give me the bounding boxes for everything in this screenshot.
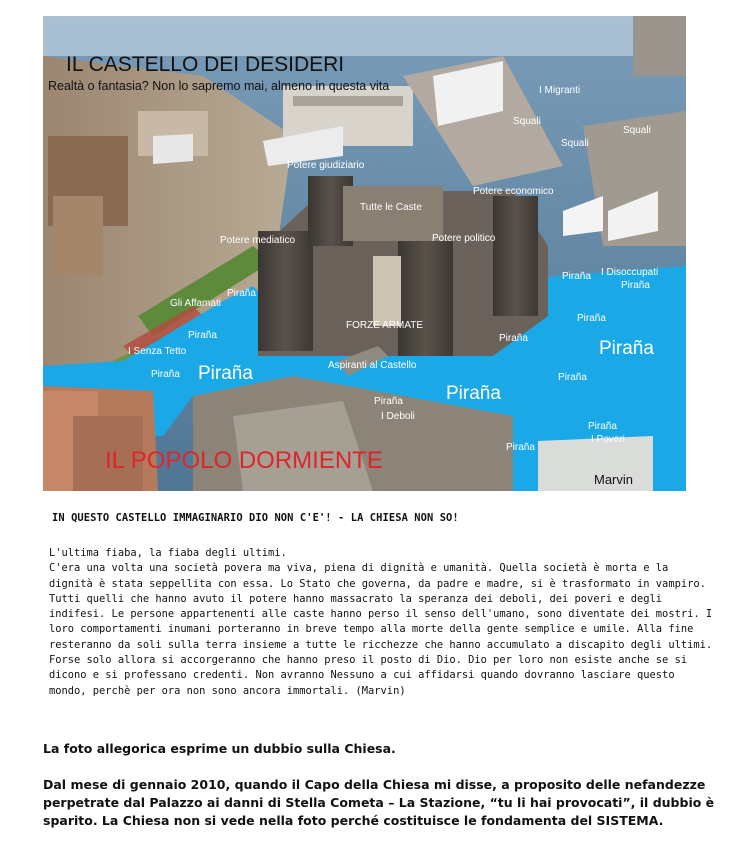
photo-title: IL CASTELLO DEI DESIDERI <box>66 53 345 76</box>
label-pirana: Piraña <box>188 330 217 341</box>
caption-line: Dal mese di gennaio 2010, quando il Capo della Chiesa mi disse, a proposito delle nefandezze <box>43 777 706 792</box>
label-affamati: Gli Affamati <box>170 298 221 309</box>
story-line: L'ultima fiaba, la fiaba degli ultimi. <box>49 547 287 559</box>
label-potere-mediatico: Potere mediatico <box>220 235 296 246</box>
caption-line: La foto allegorica esprime un dubbio sulla Chiesa. <box>43 741 396 756</box>
story-line: resteranno da soli sulla terra insieme a tutte le ricchezze che hanno accumulato a discapito degli ultimi. <box>49 638 713 651</box>
label-pirana: Piraña <box>499 333 528 344</box>
story-line: indifesi. Le persone appartenenti alle caste hanno perso il senso dell'umano, sono diventate dei mostri. I <box>49 608 713 621</box>
story-line: dignità è stata seppellita con essa. Lo Stato che governa, da padre e madre, si è trasformato in vampiro. <box>49 577 706 590</box>
story-line: Tutti quelli che hanno avuto il potere hanno massacrato la speranza dei deboli, dei poveri e degli <box>49 592 663 605</box>
story-line: loro comportamenti inumani porteranno in breve tempo alla morte della gente semplice e umile. Alla fine <box>49 623 694 636</box>
label-pirana-big: Piraña <box>446 383 501 404</box>
article-story <box>49 546 713 699</box>
photo-signature: Marvin <box>594 472 634 487</box>
label-disoccupati: I Disoccupati <box>601 267 659 278</box>
label-pirana: Piraña <box>151 369 180 380</box>
label-squali-1: Squali <box>513 116 541 127</box>
article <box>49 512 713 699</box>
allegorical-photo <box>43 16 686 491</box>
label-squali-2: Squali <box>623 125 651 136</box>
label-pirana-big: Piraña <box>198 363 253 384</box>
label-pirana: Piraña <box>374 396 403 407</box>
label-pirana-big: Piraña <box>599 338 654 359</box>
label-squali-3: Squali <box>561 138 589 149</box>
label-pirana: Piraña <box>506 442 535 453</box>
label-pirana: Piraña <box>558 372 587 383</box>
label-poveri: I Poveri <box>591 434 625 445</box>
label-migranti: I Migranti <box>539 85 581 96</box>
caption-line: sparito. La Chiesa non si vede nella foto perché costituisce le fondamenta del SISTEMA. <box>43 813 664 828</box>
label-potere-giudiziario: Potere giudiziario <box>287 160 365 171</box>
story-line: dicono e si professano credenti. Non avranno Nessuno a cui affidarsi quando dovranno lasciare questo <box>49 669 675 682</box>
label-senza-tetto: I Senza Tetto <box>128 346 187 357</box>
label-pirana: Piraña <box>562 271 591 282</box>
label-pirana: Piraña <box>621 280 650 291</box>
caption-line: perpetrate dal Palazzo ai danni di Stella Cometa – La Stazione, “tu li hai provocati”, il dubbio è <box>43 795 715 810</box>
label-pirana: Piraña <box>577 313 606 324</box>
story-line: C'era una volta una società povera ma viva, piena di dignità e umanità. Quella società è morta e la <box>49 562 669 575</box>
label-pirana: Piraña <box>588 421 617 432</box>
label-deboli: I Deboli <box>381 411 415 422</box>
story-line: mondo, perchè per ora non sono ancora immortali. (Marvin) <box>49 684 406 697</box>
label-potere-politico: Potere politico <box>432 233 496 244</box>
label-aspiranti: Aspiranti al Castello <box>328 360 417 371</box>
photo-bottom-title: IL POPOLO DORMIENTE <box>105 447 383 474</box>
article-heading: IN QUESTO CASTELLO IMMAGINARIO DIO NON C'E'! - LA CHIESA NON SO! <box>52 512 459 524</box>
label-pirana: Piraña <box>227 288 256 299</box>
label-potere-economico: Potere economico <box>473 186 554 197</box>
photo-subtitle: Realtà o fantasia? Non lo sapremo mai, almeno in questa vita <box>48 79 390 93</box>
label-forze-armate: FORZE ARMATE <box>346 320 424 331</box>
story-line: Forse solo allora si accorgeranno che hanno preso il posto di Dio. Dio per loro non esiste anche se si <box>49 654 688 667</box>
label-tutte-le-caste: Tutte le Caste <box>360 202 422 213</box>
caption <box>43 740 715 830</box>
